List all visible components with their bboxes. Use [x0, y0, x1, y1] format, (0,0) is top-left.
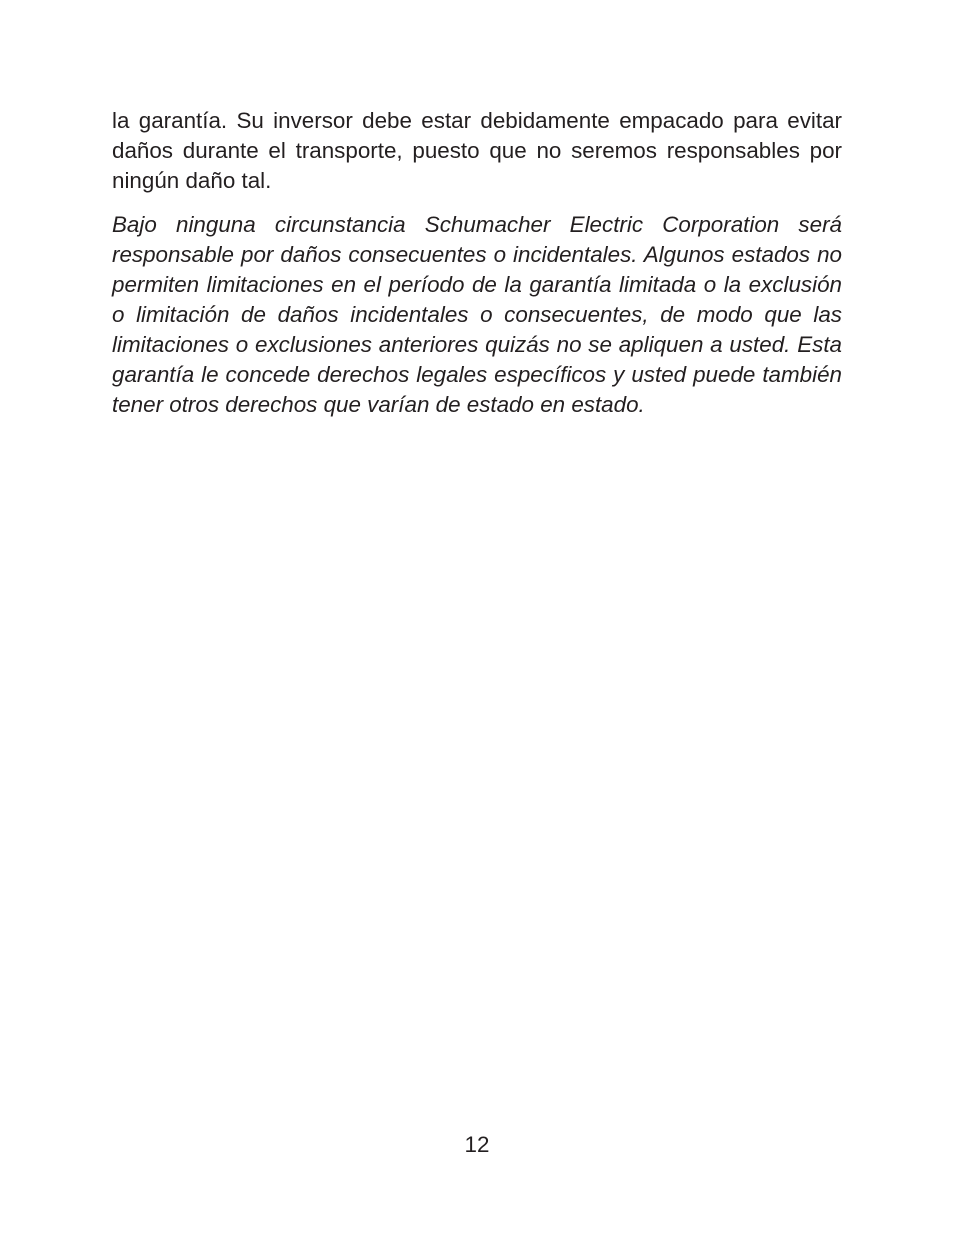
- paragraph-warranty-packaging: la garantía. Su inversor debe estar debidamente empacado para evitar daños durante el transporte, puesto que no seremos responsables por ningún daño tal.: [112, 108, 842, 193]
- body-text: [112, 106, 842, 420]
- paragraph-liability-disclaimer: Bajo ninguna circunstancia Schumacher Electric Corporation será responsable por daños consecuentes o incidentales. Algunos estados no permiten limitaciones en el período de la garantía limitada o la exclusión o limitación de daños incidentales o consecuentes, de modo que las limitaciones o exclusiones anteriores quizás no se apliquen a usted. Esta garantía le concede derechos legales específicos y usted puede también tener otros derechos que varían de estado en estado.: [112, 212, 842, 417]
- page-number: 12: [464, 1132, 490, 1157]
